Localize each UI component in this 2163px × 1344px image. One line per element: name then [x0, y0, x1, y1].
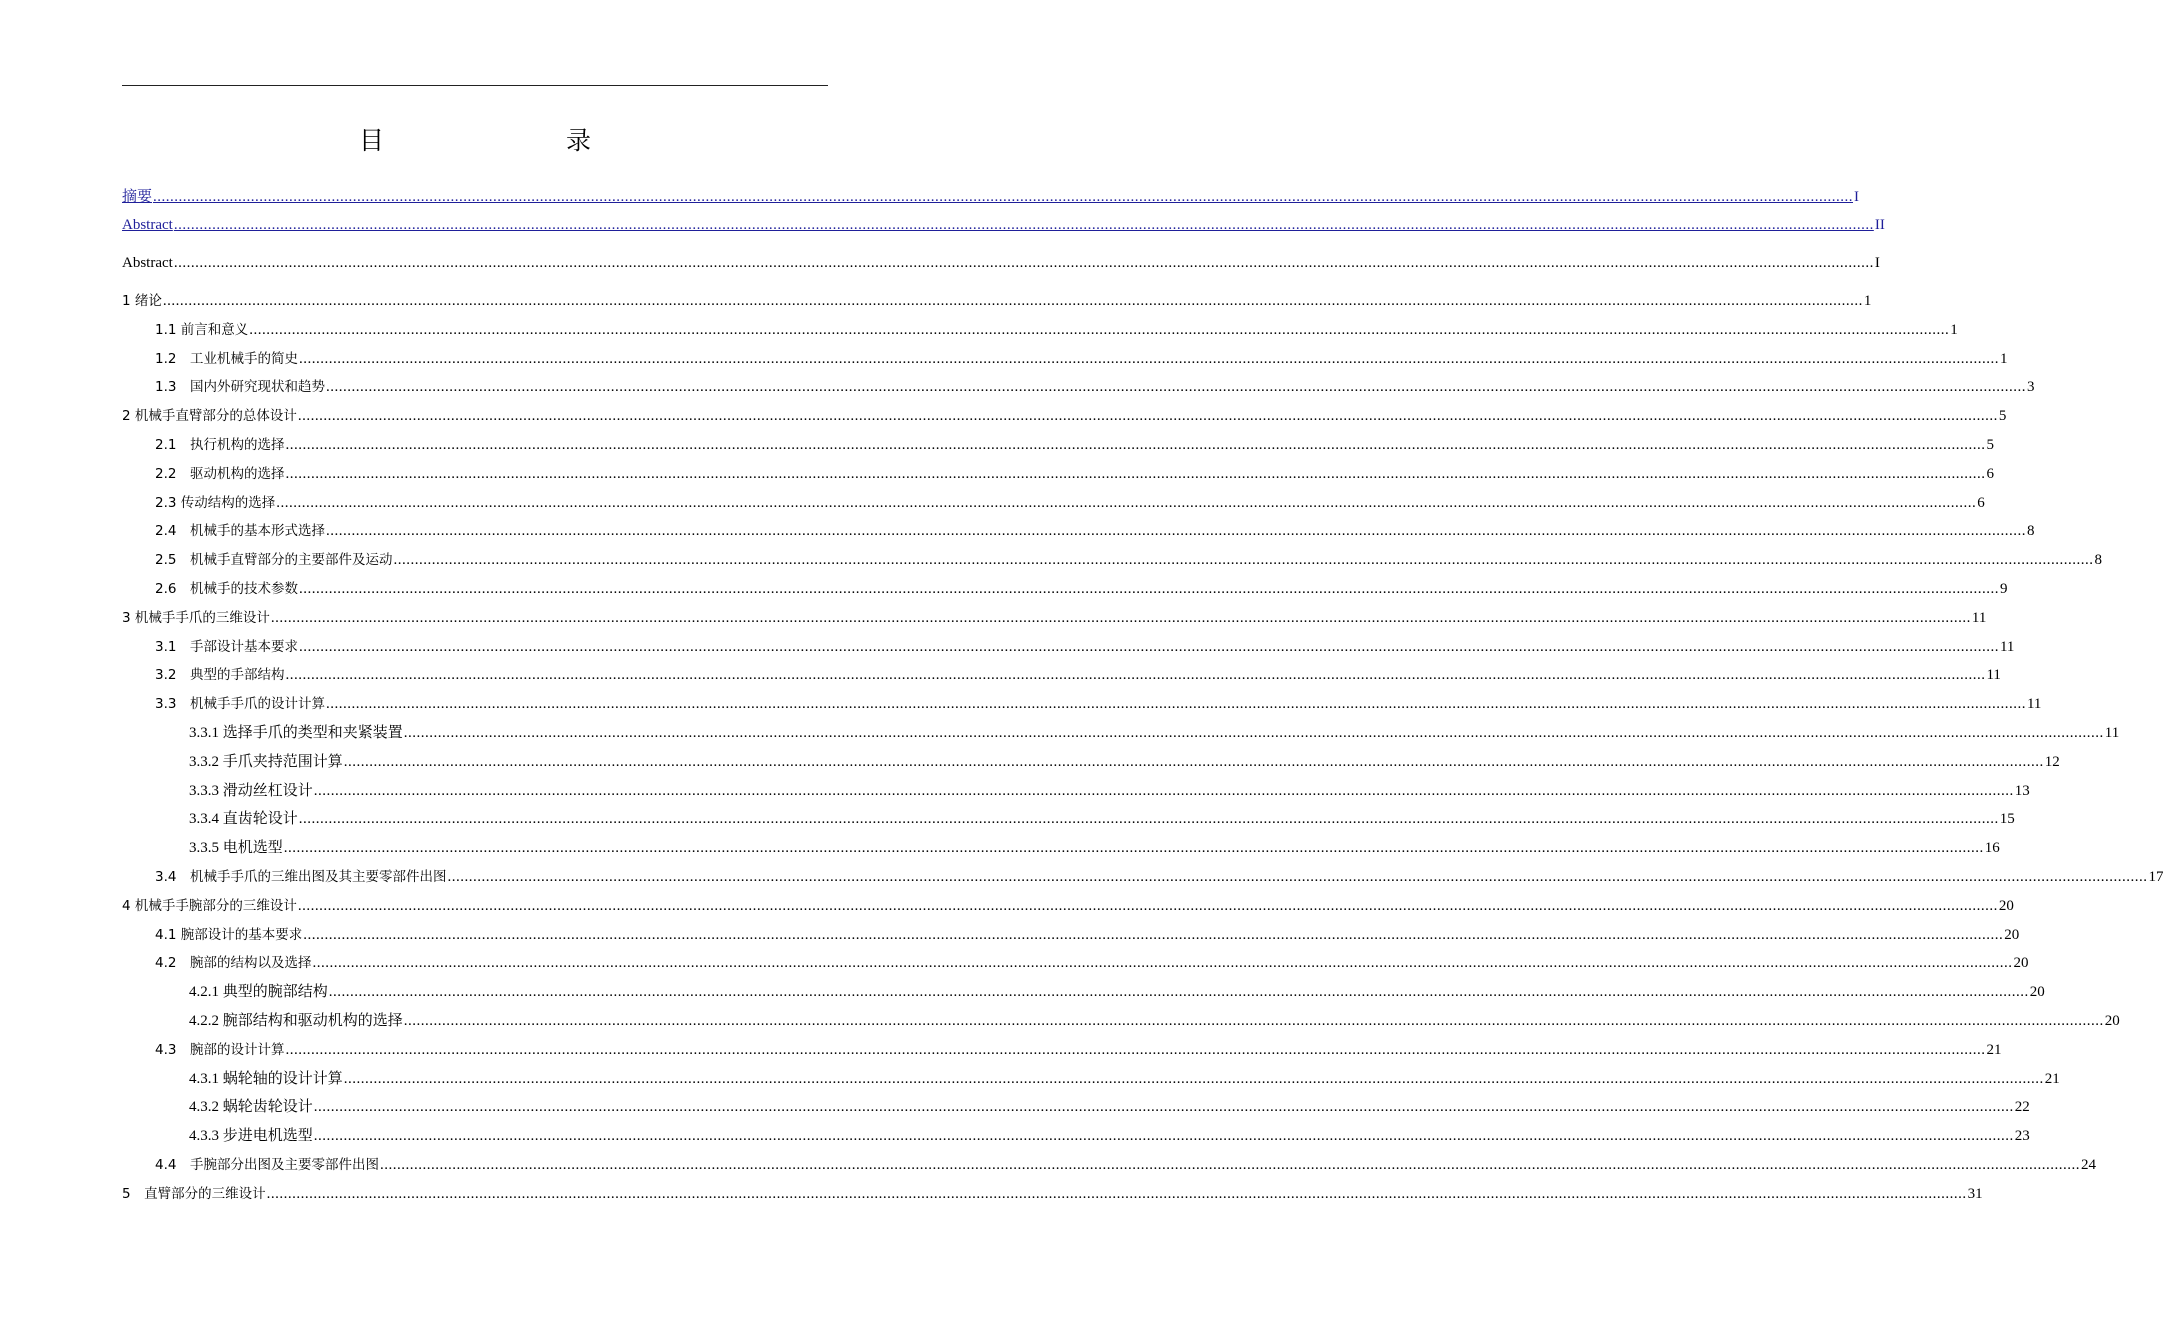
- toc-entry-label: 2.5 机械手直臂部分的主要部件及运动: [155, 552, 393, 569]
- toc-dot-leader: ................................................................................................................................................................................................................................................................................................................................................................................................................: [285, 667, 1986, 684]
- toc-entry[interactable]: [122, 188, 1860, 206]
- toc-entry-label: 3.3.5 电机选型: [189, 840, 283, 857]
- toc-dot-leader: ................................................................................................................................................................................................................................................................................................................................................................................................................: [298, 350, 1999, 367]
- toc-entry-page: 20: [2004, 926, 2020, 943]
- toc-dot-leader: ................................................................................................................................................................................................................................................................................................................................................................................................................: [153, 189, 1854, 205]
- toc-entry: [122, 465, 1994, 483]
- toc-entry-page: 21: [2044, 1070, 2060, 1087]
- toc-entry-page: 11: [2104, 725, 2120, 741]
- toc-entry: [122, 753, 2060, 771]
- toc-dot-leader: ................................................................................................................................................................................................................................................................................................................................................................................................................: [297, 897, 1998, 914]
- toc-entry-page: 8: [2026, 523, 2035, 540]
- toc-entry: [122, 1041, 2002, 1059]
- toc-dot-leader: ................................................................................................................................................................................................................................................................................................................................................................................................................: [403, 725, 2104, 741]
- toc-entry: [122, 436, 1994, 454]
- toc-entry-label: 1 绪论: [122, 293, 162, 309]
- toc-entry: [122, 897, 2014, 915]
- toc-entry: [122, 522, 2035, 540]
- toc-entry: [122, 494, 1985, 512]
- toc-entry: [122, 321, 1958, 339]
- toc-dot-leader: ................................................................................................................................................................................................................................................................................................................................................................................................................: [328, 984, 2029, 1001]
- toc-dot-leader: ................................................................................................................................................................................................................................................................................................................................................................................................................: [266, 1185, 1967, 1202]
- toc-entry: [122, 1098, 2030, 1116]
- toc-entry-label: Abstract: [122, 255, 173, 271]
- toc-entry: [122, 292, 1872, 310]
- toc-entry-label: 3.4 机械手手爪的三维出图及其主要零部件出图: [155, 869, 447, 885]
- toc-entry: [122, 666, 2001, 684]
- toc-entry: [122, 254, 1880, 272]
- toc-entry-label: 3.3.1 选择手爪的类型和夹紧装置: [189, 725, 403, 741]
- toc-dot-leader: ................................................................................................................................................................................................................................................................................................................................................................................................................: [325, 696, 2026, 713]
- toc-entry-page: 15: [1999, 811, 2015, 828]
- toc-entry-page: 11: [1999, 638, 2015, 655]
- toc-dot-leader: ................................................................................................................................................................................................................................................................................................................................................................................................................: [297, 408, 1998, 425]
- toc-entry: [122, 926, 2020, 944]
- toc-entry-page: 11: [1986, 667, 2001, 684]
- toc-dot-leader: ................................................................................................................................................................................................................................................................................................................................................................................................................: [393, 552, 2094, 569]
- toc-entry-page: 9: [1999, 581, 2008, 597]
- toc-entry-page: 11: [1971, 609, 1987, 626]
- toc-entry-label: 1.3 国内外研究现状和趋势: [155, 379, 325, 396]
- header-rule: [122, 85, 828, 86]
- toc-entry-page: 24: [2080, 1157, 2096, 1173]
- toc-dot-leader: ................................................................................................................................................................................................................................................................................................................................................................................................................: [313, 1128, 2014, 1145]
- toc-entry-page: I: [1874, 255, 1880, 271]
- toc-entry: [122, 551, 2102, 569]
- toc-dot-leader: ................................................................................................................................................................................................................................................................................................................................................................................................................: [343, 1070, 2044, 1087]
- toc-entry-page: 17: [2148, 869, 2163, 885]
- toc-entry-page: 20: [2013, 955, 2029, 972]
- toc-dot-leader: ................................................................................................................................................................................................................................................................................................................................................................................................................: [173, 255, 1874, 271]
- toc-entry: [122, 580, 2008, 598]
- toc-entry-page: 12: [2044, 753, 2060, 770]
- toc-entry-page: 20: [1998, 897, 2014, 914]
- toc-entry: [122, 609, 1987, 627]
- toc-entry-label: 4.2.1 典型的腕部结构: [189, 984, 328, 1001]
- toc-entry-label: 4.1 腕部设计的基本要求: [155, 926, 303, 943]
- toc-entry-label: 4.4 手腕部分出图及主要零部件出图: [155, 1157, 379, 1173]
- toc-entry-page: I: [1854, 189, 1860, 205]
- toc-entry: [122, 1185, 1983, 1203]
- toc-entry: [122, 638, 2015, 656]
- toc-entry-label: 2.3 传动结构的选择: [155, 494, 276, 511]
- toc-entry: [122, 1012, 2120, 1030]
- toc-entry-page: 5: [1986, 437, 1994, 453]
- toc-entry-page: 6: [1986, 465, 1994, 482]
- toc-entry-page: 22: [2014, 1099, 2030, 1116]
- toc-entry: [122, 810, 2015, 828]
- toc-entry-label: 1.2 工业机械手的简史: [155, 350, 298, 367]
- toc-dot-leader: ................................................................................................................................................................................................................................................................................................................................................................................................................: [325, 523, 2026, 540]
- toc-entry-page: 1: [1999, 350, 2008, 367]
- toc-entry-label: 3.3.2 手爪夹持范围计算: [189, 753, 343, 770]
- toc-dot-leader: ................................................................................................................................................................................................................................................................................................................................................................................................................: [312, 955, 2013, 972]
- toc-entry: [122, 954, 2029, 972]
- toc-entry-page: 20: [2029, 984, 2045, 1001]
- toc-entry-page: 23: [2014, 1128, 2030, 1145]
- toc-entry-label: 摘要: [122, 189, 153, 205]
- toc-entry: [122, 839, 2000, 857]
- toc-entry-page: 1: [1950, 321, 1958, 338]
- toc-entry-label: Abstract: [122, 217, 173, 233]
- toc-dot-leader: ................................................................................................................................................................................................................................................................................................................................................................................................................: [162, 293, 1863, 309]
- toc-entry-label: 2 机械手直臂部分的总体设计: [122, 408, 297, 425]
- toc-dot-leader: ................................................................................................................................................................................................................................................................................................................................................................................................................: [285, 1041, 1986, 1058]
- toc-entry-page: 5: [1998, 408, 2007, 425]
- toc-entry-page: 6: [1977, 494, 1985, 511]
- toc-dot-leader: ................................................................................................................................................................................................................................................................................................................................................................................................................: [270, 609, 1971, 626]
- toc-dot-leader: ................................................................................................................................................................................................................................................................................................................................................................................................................: [379, 1157, 2080, 1173]
- toc-entry-page: 11: [2026, 696, 2042, 713]
- toc-entry: [122, 983, 2045, 1001]
- toc-dot-leader: ................................................................................................................................................................................................................................................................................................................................................................................................................: [249, 321, 1950, 338]
- toc-entry: [122, 1156, 2096, 1174]
- toc-entry-label: 4.3.2 蜗轮齿轮设计: [189, 1099, 313, 1116]
- toc-dot-leader: ................................................................................................................................................................................................................................................................................................................................................................................................................: [173, 217, 1874, 233]
- toc-entry: [122, 350, 2008, 368]
- toc-entry: [122, 378, 2035, 396]
- toc-entry-label: 2.6 机械手的技术参数: [155, 581, 298, 597]
- toc-entry-label: 2.1 执行机构的选择: [155, 437, 285, 453]
- toc-entry: [122, 782, 2030, 800]
- toc-entry[interactable]: [122, 216, 1885, 234]
- toc-entry-page: 3: [2026, 379, 2035, 396]
- toc-dot-leader: ................................................................................................................................................................................................................................................................................................................................................................................................................: [285, 465, 1986, 482]
- toc-dot-leader: ................................................................................................................................................................................................................................................................................................................................................................................................................: [285, 437, 1986, 453]
- toc-entry-label: 4.3 腕部的设计计算: [155, 1041, 285, 1058]
- toc-entry: [122, 1070, 2060, 1088]
- toc-entry-page: 8: [2094, 552, 2102, 569]
- toc-dot-leader: ................................................................................................................................................................................................................................................................................................................................................................................................................: [276, 494, 1977, 511]
- toc-entry-label: 3.1 手部设计基本要求: [155, 638, 298, 655]
- toc-entry-label: 3.3.4 直齿轮设计: [189, 811, 298, 828]
- toc-dot-leader: ................................................................................................................................................................................................................................................................................................................................................................................................................: [403, 1013, 2104, 1029]
- toc-entry-label: 5 直臂部分的三维设计: [122, 1185, 266, 1202]
- toc-entry: [122, 724, 2120, 742]
- toc-dot-leader: ................................................................................................................................................................................................................................................................................................................................................................................................................: [447, 869, 2148, 885]
- toc-entry-page: 16: [1984, 840, 2000, 857]
- toc-dot-leader: ................................................................................................................................................................................................................................................................................................................................................................................................................: [298, 811, 1999, 828]
- toc-entry: [122, 695, 2042, 713]
- toc-dot-leader: ................................................................................................................................................................................................................................................................................................................................................................................................................: [313, 782, 2014, 799]
- toc-entry-page: 13: [2014, 782, 2030, 799]
- toc-entry-label: 4.3.1 蜗轮轴的设计计算: [189, 1070, 343, 1087]
- toc-entry-page: 21: [1986, 1041, 2002, 1058]
- toc-dot-leader: ................................................................................................................................................................................................................................................................................................................................................................................................................: [298, 581, 1999, 597]
- toc-dot-leader: ................................................................................................................................................................................................................................................................................................................................................................................................................: [298, 638, 1999, 655]
- toc-dot-leader: ................................................................................................................................................................................................................................................................................................................................................................................................................: [303, 926, 2004, 943]
- toc-entry-label: 4.2.2 腕部结构和驱动机构的选择: [189, 1013, 403, 1029]
- toc-entry-label: 4.3.3 步进电机选型: [189, 1128, 313, 1145]
- toc-entry: [122, 1127, 2030, 1145]
- toc-entry-page: 1: [1863, 293, 1872, 309]
- toc-entry-page: 20: [2104, 1013, 2120, 1029]
- page-title: 目 录: [358, 126, 635, 155]
- toc-dot-leader: ................................................................................................................................................................................................................................................................................................................................................................................................................: [313, 1099, 2014, 1116]
- toc-entry-label: 4.2 腕部的结构以及选择: [155, 955, 312, 972]
- toc-entry-label: 1.1 前言和意义: [155, 321, 249, 338]
- toc-entry-label: 2.4 机械手的基本形式选择: [155, 523, 325, 540]
- toc-entry-label: 4 机械手手腕部分的三维设计: [122, 897, 297, 914]
- toc-entry-label: 2.2 驱动机构的选择: [155, 465, 285, 482]
- toc-entry: [122, 407, 2007, 425]
- toc-dot-leader: ................................................................................................................................................................................................................................................................................................................................................................................................................: [343, 753, 2044, 770]
- toc-entry-page: 31: [1967, 1185, 1983, 1202]
- toc-entry-page: II: [1874, 217, 1885, 233]
- toc-entry-label: 3.3.3 滑动丝杠设计: [189, 782, 313, 799]
- toc-dot-leader: ................................................................................................................................................................................................................................................................................................................................................................................................................: [283, 840, 1984, 857]
- toc-dot-leader: ................................................................................................................................................................................................................................................................................................................................................................................................................: [325, 379, 2026, 396]
- toc-entry-label: 3 机械手手爪的三维设计: [122, 609, 270, 626]
- toc-entry-label: 3.3 机械手手爪的设计计算: [155, 696, 325, 713]
- toc-entry-label: 3.2 典型的手部结构: [155, 667, 285, 684]
- toc-entry: [122, 868, 2163, 886]
